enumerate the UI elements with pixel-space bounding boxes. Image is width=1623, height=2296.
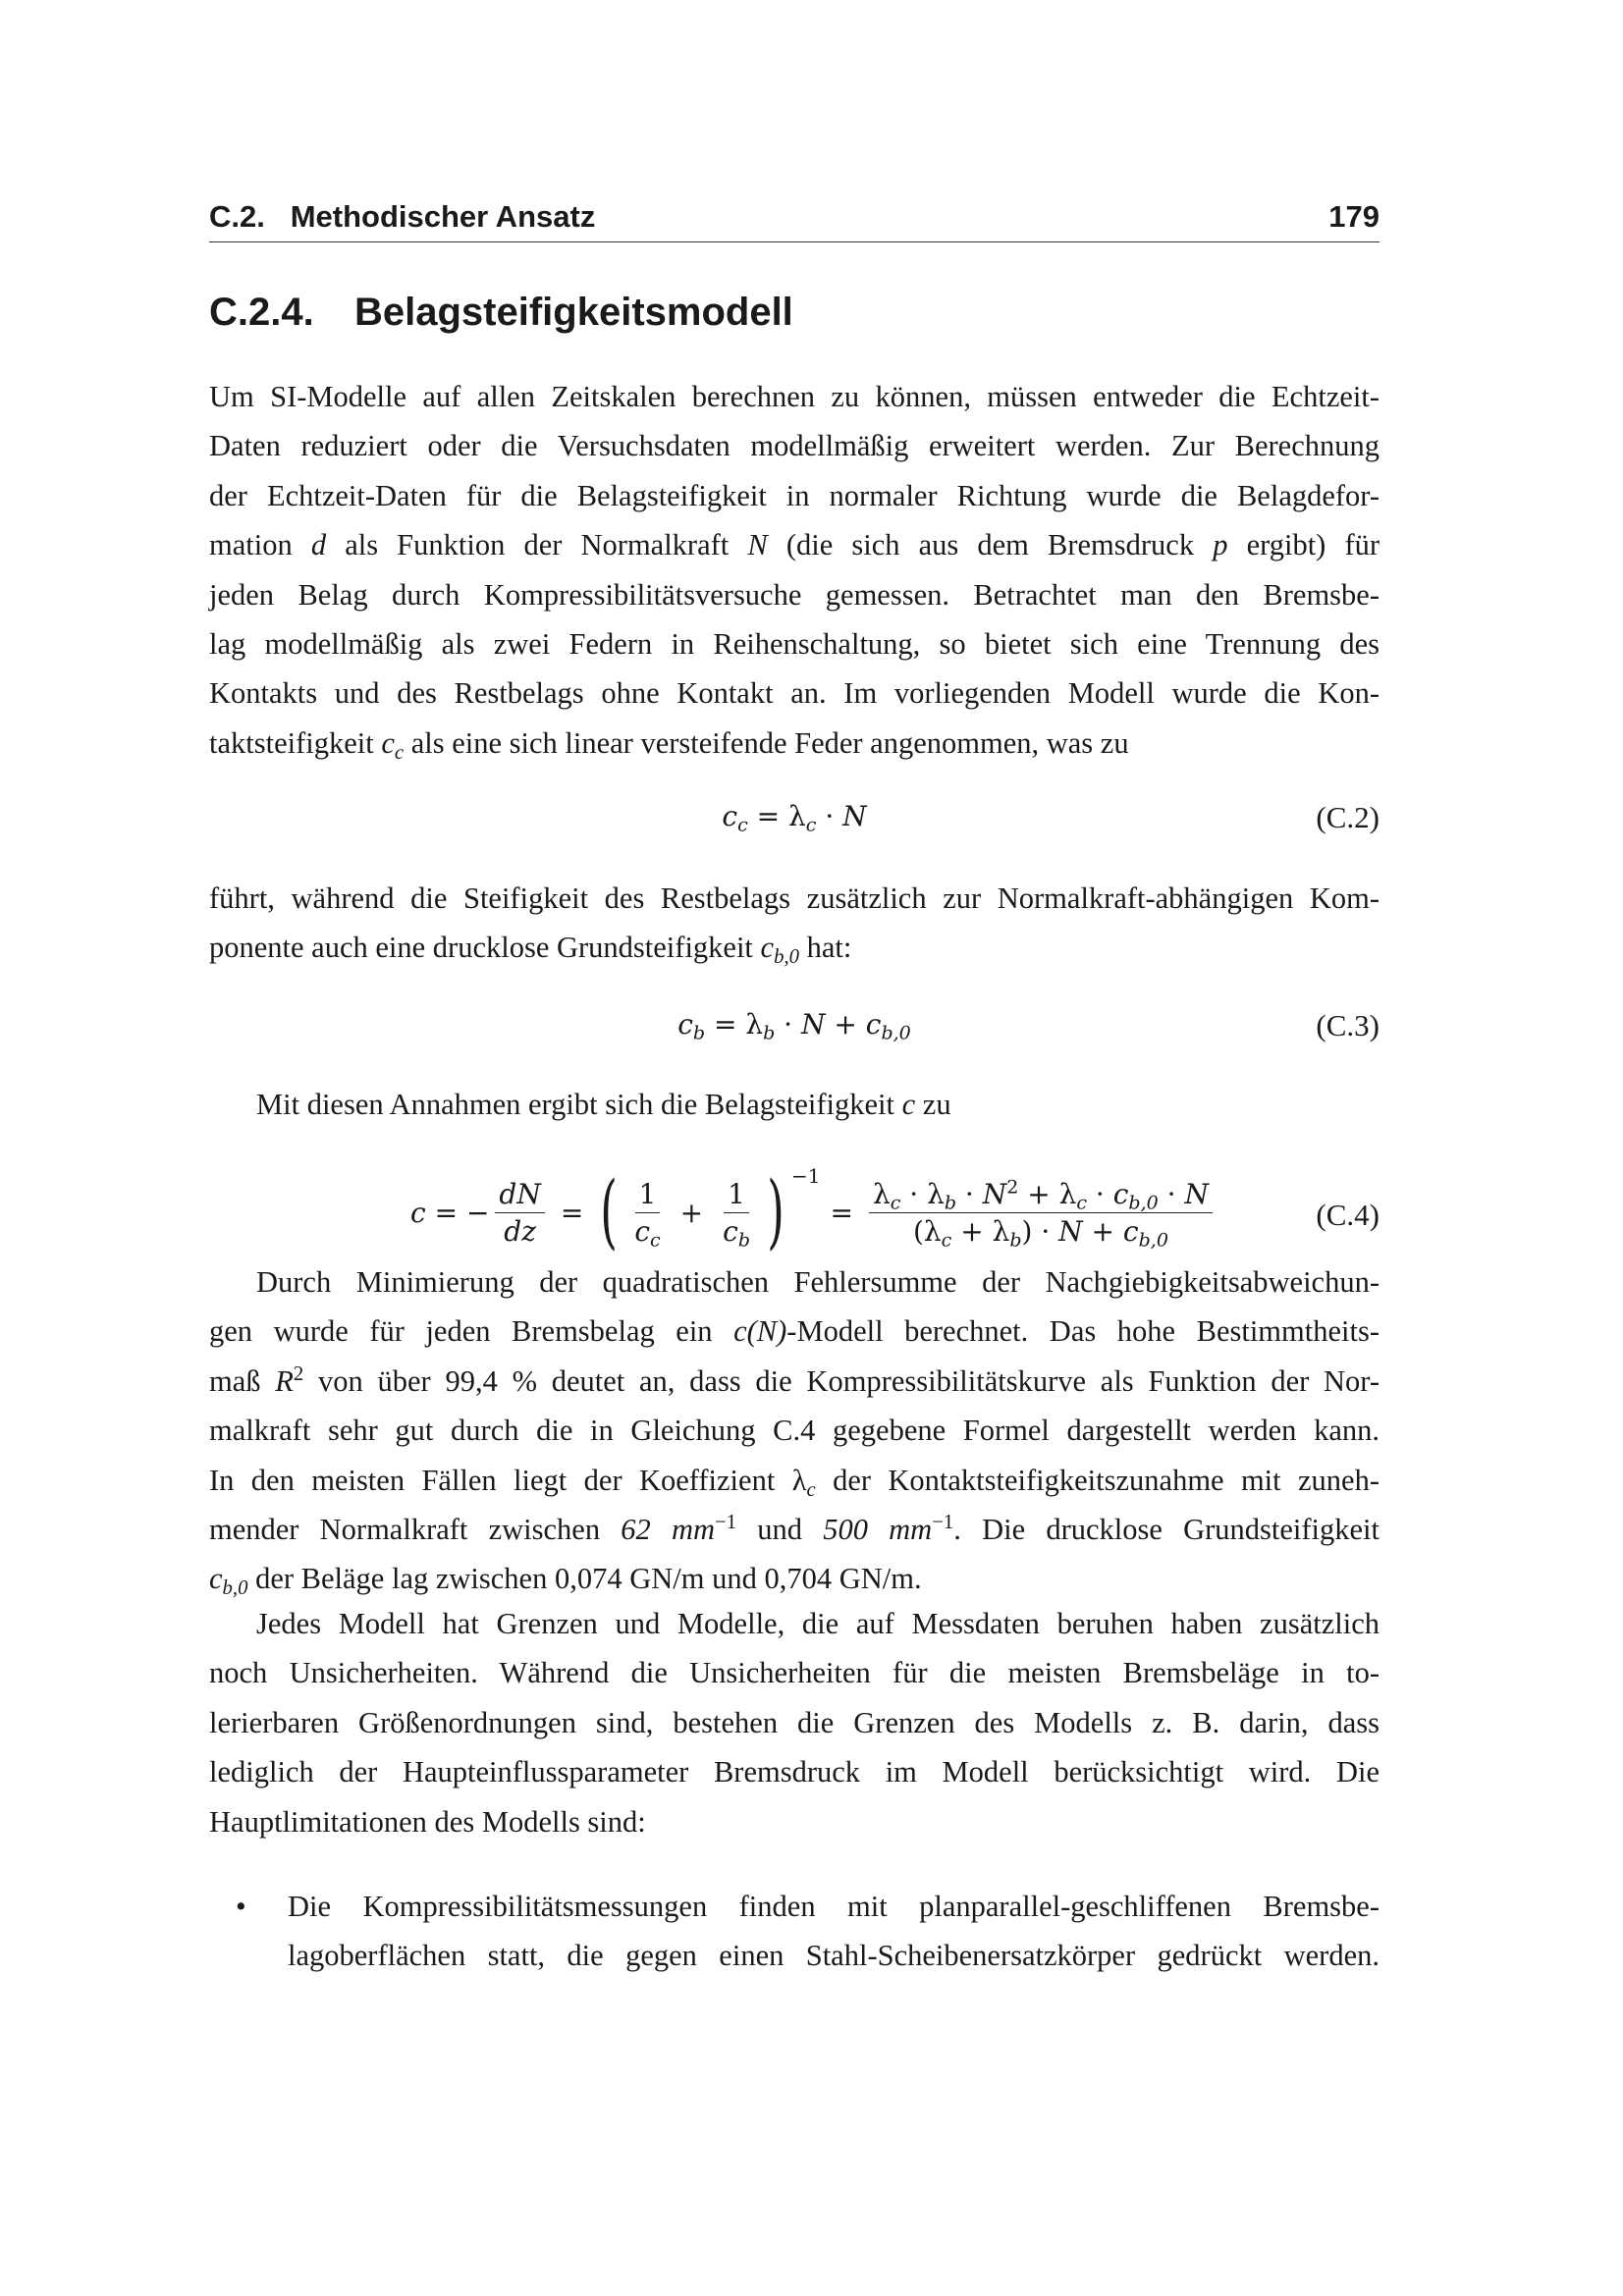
text-line: malkraft sehr gut durch die in Gleichung C.4 gegebene Formel dargestellt werden kann. <box>209 1414 1380 1448</box>
equation-c2-formula: $c_c = \lambda_c \cdot N$ <box>722 800 867 836</box>
text-line: ponente auch eine drucklose Grundsteifigkeit $c_{b,0}$ hat: <box>209 931 852 969</box>
equation-c3 <box>209 1008 1380 1063</box>
paragraph-1 <box>209 372 1380 768</box>
paragraph-2 <box>209 874 1380 973</box>
text-line: taktsteifigkeit $c_c$ als eine sich linear versteifende Feder angenommen, was zu <box>209 725 1129 764</box>
text-line: Durch Minimierung der quadratischen Fehlersumme der Nachgiebigkeitsabweichun- <box>256 1265 1380 1299</box>
equation-c3-formula: $c_b = \lambda_b \cdot N + c_{b,0}$ <box>677 1008 911 1044</box>
text-line: Hauptlimitationen des Modells sind: <box>209 1804 646 1839</box>
text-line: Daten reduziert oder die Versuchsdaten modellmäßig erweitert werden. Zur Berechnung <box>209 429 1380 463</box>
text-line: gen wurde für jeden Bremsbelag ein c(N)-Modell berechnet. Das hohe Bestimmtheits- <box>209 1314 1380 1349</box>
paragraph-4 <box>209 1257 1380 1604</box>
text-line: der Echtzeit-Daten für die Belagsteifigkeit in normaler Richtung wurde die Belagdefor- <box>209 478 1380 512</box>
text-line: $c_{b,0}$ der Beläge lag zwischen 0,074 GN/m und 0,704 GN/m. <box>209 1562 922 1600</box>
text-line: lagoberflächen statt, die gegen einen Stahl-Scheibenersatzkörper gedrückt werden. <box>288 1939 1380 1973</box>
equation-tag: (C.4) <box>1316 1198 1380 1232</box>
section-title: Belagsteifigkeitsmodell <box>354 291 793 334</box>
text-line: führt, während die Steifigkeit des Restbelags zusätzlich zur Normalkraft-abhängigen Kom- <box>209 881 1380 915</box>
text-line: maß $R^2$ von über 99,4 % deutet an, dass die Kompressibilitätskurve als Funktion der Nor- <box>209 1362 1380 1398</box>
section-number: C.2.4. <box>209 291 314 334</box>
running-header <box>209 196 1380 242</box>
bullet-text <box>263 1882 1380 1981</box>
bullet-icon: • <box>236 1890 246 1923</box>
text-line: jeden Belag durch Kompressibilitätsversuche gemessen. Betrachtet man den Bremsbe- <box>209 577 1380 612</box>
equation-c2 <box>209 800 1380 855</box>
text-line: Die Kompressibilitätsmessungen finden mit planparallel-geschliffenen Bremsbe- <box>288 1890 1380 1923</box>
bullet-list-item <box>236 1882 1380 1981</box>
equation-c4 <box>209 1158 1380 1266</box>
text-line: Mit diesen Annahmen ergibt sich die Belagsteifigkeit c zu <box>256 1088 951 1121</box>
text-line: Um SI-Modelle auf allen Zeitskalen berechnen zu können, müssen entweder die Echtzeit- <box>209 380 1380 413</box>
header-section: C.2. Methodischer Ansatz <box>209 199 596 234</box>
text-line: lediglich der Haupteinflussparameter Bremsdruck im Modell berücksichtigt wird. Die <box>209 1755 1380 1789</box>
equation-tag: (C.3) <box>1316 1008 1380 1042</box>
paragraph-3 <box>209 1080 1380 1129</box>
text-line: Jedes Modell hat Grenzen und Modelle, die auf Messdaten beruhen haben zusätzlich <box>256 1607 1380 1640</box>
page-number: 179 <box>1328 199 1380 234</box>
text-line: noch Unsicherheiten. Während die Unsicherheiten für die meisten Bremsbeläge in to- <box>209 1656 1380 1690</box>
section-heading <box>209 291 793 335</box>
equation-c4-formula: c = − $\frac{dN}{dz}$ = ( $\frac{1}{c_c}$ + $\frac{1}{c_b}$ ) −1 = $\frac{\lambda_c \cdot \lambda_b \cdot N^2 + \lambda_c \cdot c_{b,0} \cdot N}{(\lambda_c + \lambda_b) \cdot N + c_{b,0}}$ <box>410 1158 1218 1266</box>
text-line: lag modellmäßig als zwei Federn in Reihenschaltung, so bietet sich eine Trennung des <box>209 626 1380 661</box>
text-line: lerierbaren Größenordnungen sind, bestehen die Grenzen des Modells z. B. darin, dass <box>209 1705 1380 1739</box>
text-line: mender Normalkraft zwischen 62 $mm^{-1}$ und 500 $mm^{-1}$. Die drucklose Grundsteifigkeit <box>209 1511 1380 1546</box>
equation-tag: (C.2) <box>1316 800 1380 834</box>
text-line: Kontakts und des Restbelags ohne Kontakt an. Im vorliegenden Modell wurde die Kon- <box>209 676 1380 711</box>
paragraph-5 <box>209 1599 1380 1846</box>
text-line: In den meisten Fällen liegt der Koeffizient $\lambda_c$ der Kontaktsteifigkeitszunahme mit zuneh- <box>209 1463 1380 1501</box>
text-line: mation d als Funktion der Normalkraft N (die sich aus dem Bremsdruck p ergibt) für <box>209 528 1380 562</box>
